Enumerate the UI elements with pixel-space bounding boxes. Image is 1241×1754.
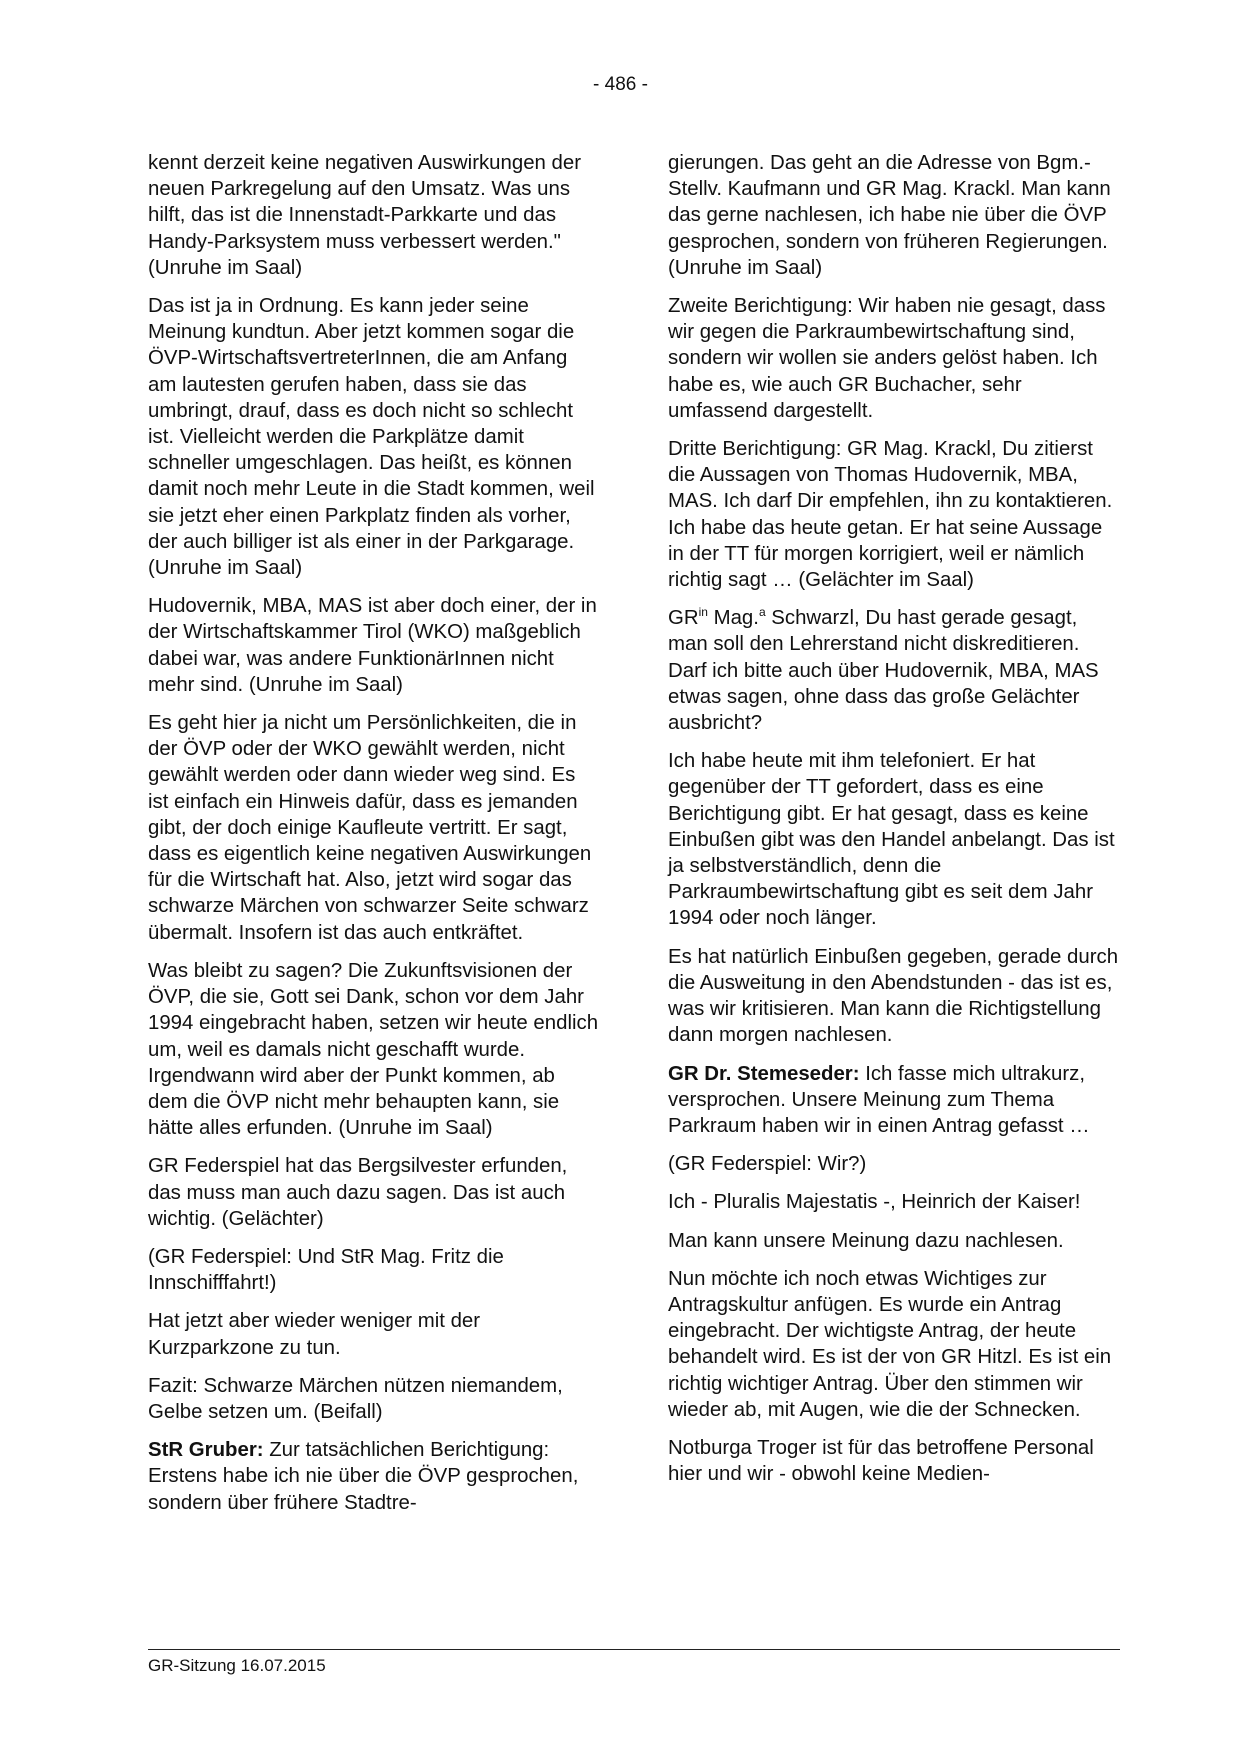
paragraph: Was bleibt zu sagen? Die Zukunftsvisionen der ÖVP, die sie, Gott sei Dank, schon vor dem Jahr 1994 eingebracht haben, setzen wir heute endlich um, weil es damals nicht geschafft wurde. Irgendwann wird aber der Punkt kommen, ab dem die ÖVP nicht mehr behaupten kann, sie hätte alles erfunden. (Unruhe im Saal) — [148, 959, 599, 1140]
footer-divider — [148, 1649, 1120, 1650]
paragraph: Notburga Troger ist für das betroffene Personal hier und wir - obwohl keine Medien- — [668, 1436, 1094, 1486]
speaker-text: Zur tatsächlichen Berichtigung: Erstens habe ich nie über die ÖVP gesprochen, sondern über frühere Stadtre- — [148, 1439, 579, 1514]
left-column — [148, 150, 600, 1528]
mag-label: Mag. — [707, 607, 759, 630]
paragraph: Das ist ja in Ordnung. Es kann jeder seine Meinung kundtun. Aber jetzt kommen sogar die ÖVP-WirtschaftsvertreterInnen, die am Anfang am lautesten gerufen haben, dass sie das umbringt, drauf, dass es doch nicht so schlecht ist. Vielleicht werden die Parkplätze damit schneller umgeschlagen. Das heißt, es können damit noch mehr Leute in die Stadt kommen, weil sie jetzt eher einen Parkplatz finden als vorher, der auch billiger ist als einer in der Parkgarage. (Unruhe im Saal) — [148, 295, 595, 580]
paragraph: (GR Federspiel: Wir?) — [668, 1153, 867, 1176]
paragraph: Ich - Pluralis Majestatis -, Heinrich der Kaiser! — [668, 1191, 1081, 1214]
paragraph: Nun möchte ich noch etwas Wichtiges zur Antragskultur anfügen. Es wurde ein Antrag eingebracht. Der wichtigste Antrag, der heute behandelt wird. Es ist der von GR Hitzl. Es ist ein richtig wichtiger Antrag. Über den stimmen wir wieder ab, mit Augen, wie die der Schnecken. — [668, 1267, 1112, 1421]
gr-superscript: in — [698, 605, 708, 620]
paragraph: Man kann unsere Meinung dazu nachlesen. — [668, 1229, 1064, 1252]
speaker-text: Ich fasse mich ultrakurz, versprochen. Unsere Meinung zum Thema Parkraum haben wir in einen Antrag gefasst … — [668, 1062, 1090, 1137]
paragraph: GR Federspiel hat das Bergsilvester erfunden, das muss man auch dazu sagen. Das ist auch wichtig. (Gelächter) — [148, 1155, 568, 1230]
paragraph: Hat jetzt aber wieder weniger mit der Kurzparkzone zu tun. — [148, 1310, 481, 1359]
paragraph: Es hat natürlich Einbußen gegeben, gerade durch die Ausweitung in den Abendstunden - das ist es, was wir kritisieren. Man kann die Richtigstellung dann morgen nachlesen. — [668, 945, 1119, 1047]
gr-label: GR — [668, 607, 699, 630]
paragraph: Ich habe heute mit ihm telefoniert. Er hat gegenüber der TT gefordert, dass es eine Berichtigung gibt. Er hat gesagt, dass es keine Einbußen gibt was den Handel anbelangt. Das ist ja selbstverständlich, denn die Parkraumbewirtschaftung gibt es seit dem Jahr 1994 oder noch länger. — [668, 750, 1115, 930]
paragraph: Dritte Berichtigung: GR Mag. Krackl, Du zitierst die Aussagen von Thomas Hudovernik, MBA, MAS. Ich darf Dir empfehlen, ihn zu kontaktieren. Ich habe das heute getan. Er hat seine Aussage in der TT für morgen korrigiert, weil er nämlich richtig sagt … (Gelächter im Saal) — [668, 438, 1113, 592]
paragraph: Es geht hier ja nicht um Persönlichkeiten, die in der ÖVP oder der WKO gewählt werden, nicht gewählt werden oder dann wieder weg sind. Es ist einfach ein Hinweis dafür, dass es jemanden gibt, der doch einige Kaufleute vertritt. Er sagt, dass es eigentlich keine negativen Auswirkungen für die Wirtschaft hat. Also, jetzt wird sogar das schwarze Märchen von schwarzer Seite schwarz übermalt. Insofern ist das auch entkräftet. — [148, 712, 592, 944]
paragraph: (GR Federspiel: Und StR Mag. Fritz die Innschifffahrt!) — [148, 1245, 504, 1295]
speaker-paragraph — [148, 1437, 600, 1516]
right-column — [668, 150, 1120, 1499]
paragraph: gierungen. Das geht an die Adresse von Bgm.-Stellv. Kaufmann und GR Mag. Krackl. Man kann das gerne nachlesen, ich habe nie über die ÖVP gesprochen, sondern von früheren Regierungen. (Unruhe im Saal) — [668, 152, 1111, 279]
paragraph: Zweite Berichtigung: Wir haben nie gesagt, dass wir gegen die Parkraumbewirtschaftung sind, sondern wir wollen sie anders gelöst haben. Ich habe es, wie auch GR Buchacher, sehr umfassend dargestellt. — [668, 295, 1106, 422]
page-number: - 486 - — [593, 74, 648, 95]
paragraph: kennt derzeit keine negativen Auswirkungen der neuen Parkregelung auf den Umsatz. Was uns hilft, das ist die Innenstadt-Parkkarte und das Handy-Parksystem muss verbessert werden." (Unruhe im Saal) — [148, 152, 582, 279]
paragraph: Hudovernik, MBA, MAS ist aber doch einer, der in der Wirtschaftskammer Tirol (WKO) maßgeblich dabei war, was andere FunktionärInnen nicht mehr sind. (Unruhe im Saal) — [148, 595, 597, 696]
speaker-paragraph — [668, 1061, 1120, 1140]
paragraph: Fazit: Schwarze Märchen nützen niemandem, Gelbe setzen um. (Beifall) — [148, 1374, 563, 1423]
speaker-name: GR Dr. Stemeseder: — [668, 1062, 860, 1085]
speaker-name: StR Gruber: — [148, 1439, 264, 1462]
mag-superscript: a — [758, 605, 766, 620]
paragraph — [668, 605, 1120, 736]
footer-text: GR-Sitzung 16.07.2015 — [148, 1656, 326, 1675]
paragraph-text: Schwarzl, Du hast gerade gesagt, man soll den Lehrerstand nicht diskreditieren. Darf ich bitte auch über Hudovernik, MBA, MAS etwas sagen, ohne dass das große Gelächter ausbricht? — [668, 607, 1099, 735]
